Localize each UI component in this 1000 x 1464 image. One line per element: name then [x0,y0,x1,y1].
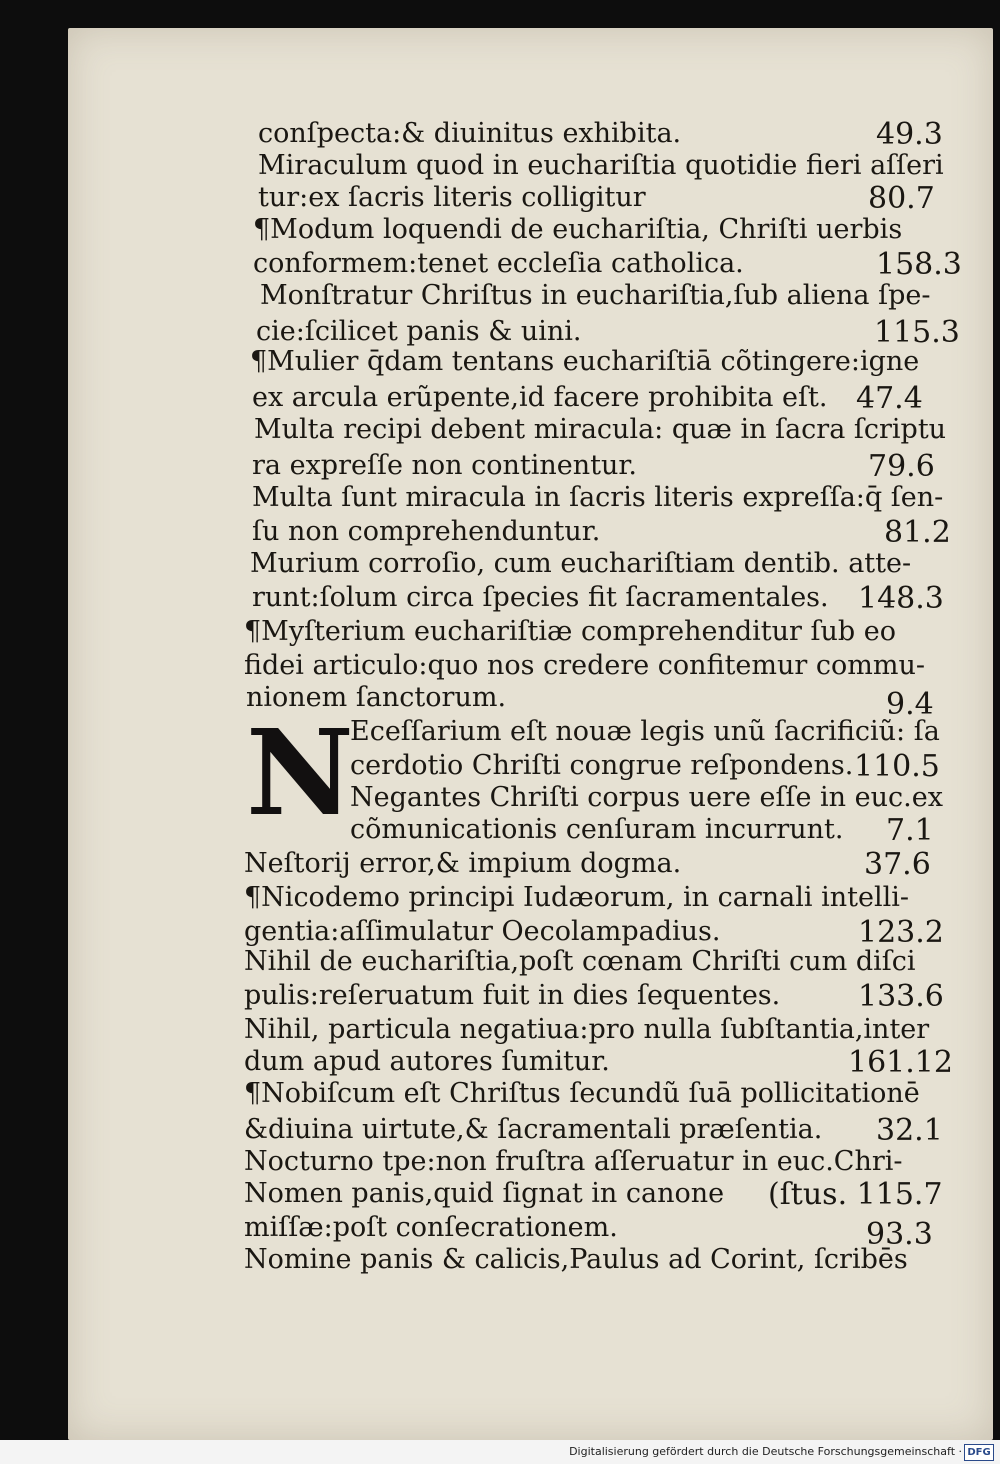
index-entry-text: Murium corroſio, cum euchariſtiam dentib. atte- [250,548,912,579]
dfg-logo: DFG [964,1444,994,1461]
index-entry-text: Miraculum quod in euchariſtia quotidie fieri aſſeri [258,150,944,181]
index-entry-number: 148.3 [858,581,944,616]
index-entry-text: Nomen panis,quid ſignat in canone [244,1178,725,1209]
index-entry-text: cerdotio Chriſti congrue reſpondens. [350,750,854,781]
index-entry-text: Monſtratur Chriſtus in euchariſtia,ſub aliena ſpe- [260,280,931,311]
index-entry-text: conformem:tenet eccleſia catholica. [253,248,744,279]
index-entry-number: 37.6 [864,847,931,882]
index-entry-text: Nocturno tpe:non fruſtra aſſeruatur in euc.Chri- [244,1146,903,1177]
index-entry-text: conſpecta:& diuinitus exhibita. [258,118,682,149]
index-entry-text: Multa recipi debent miracula: quæ in ſacra ſcriptu [254,414,947,445]
index-entry-number: 7.1 [886,813,934,848]
book-page [68,28,993,1440]
index-entry-number: 93.3 [866,1217,933,1252]
index-entry-number: 133.6 [858,979,944,1014]
index-entry-text: Neſtorij error,& impium dogma. [244,848,682,879]
index-entry-text: ¶Nobiſcum eſt Chriſtus ſecundũ ſuā pollicitationē [244,1078,920,1109]
index-entry-text: miſſæ:poſt conſecrationem. [244,1212,618,1243]
index-entry-text: &diuina uirtute,& ſacramentali præſentia. [244,1114,823,1145]
index-entry-text: ex arcula erũpente,id facere prohibita eſt. [252,382,828,413]
index-entry-number: 123.2 [858,915,944,950]
index-entry-text: Nomine panis & calicis,Paulus ad Corint, ſcribēs [244,1244,908,1275]
index-entry-number: 158.3 [876,247,962,282]
index-entry-number: 81.2 [884,515,951,550]
index-entry-number: 161.12 [848,1045,953,1080]
index-entry-number: 47.4 [856,381,923,416]
index-entry-text: Nihil, particula negatiua:pro nulla ſubſtantia,inter [244,1014,930,1045]
footer-bar [0,1440,1000,1464]
index-entry-text: ¶Modum loquendi de euchariſtia, Chriſti uerbis [253,214,903,245]
index-entry-text: tur:ex ſacris literis colligitur [258,182,646,213]
index-entry-number: (ſtus. 115.7 [768,1177,943,1212]
index-entry-text: ra expreſſe non continentur. [252,450,637,481]
index-entry-text: Multa ſunt miracula in ſacris literis expreſſa:q̄ ſen- [252,482,944,513]
index-entry-text: nionem ſanctorum. [246,682,507,713]
index-entry-text: gentia:aſſimulatur Oecolampadius. [244,916,721,947]
index-entry-text: Negantes Chriſti corpus uere eſſe in euc.ex [350,782,943,813]
index-entry-text: Eceſſarium eſt nouæ legis unũ ſacrificiũ: ſa [350,716,940,747]
index-entry-text: cõmunicationis cenſuram incurrunt. [350,814,844,845]
footer-credit: Digitalisierung gefördert durch die Deutsche Forschungsgemeinschaft · [569,1445,962,1458]
drop-initial: N [246,703,354,842]
index-entry-number: 115.3 [874,315,960,350]
index-entry-text: runt:ſolum circa ſpecies fit ſacramentales. [252,582,829,613]
index-entry-text: dum apud autores ſumitur. [244,1046,610,1077]
index-entry-text: ¶Mulier q̄dam tentans euchariſtiā cõtingere:igne [250,346,920,377]
index-entry-number: 79.6 [868,449,935,484]
index-entry-text: pulis:reſeruatum fuit in dies ſequentes. [244,980,781,1011]
index-entry-number: 80.7 [868,181,935,216]
index-entry-text: ſu non comprehenduntur. [252,516,601,547]
index-entry-text: ¶Myſterium euchariſtiæ comprehenditur ſub eo [244,616,897,647]
index-entry-number: 32.1 [876,1113,943,1148]
index-entry-number: 9.4 [886,687,934,722]
index-entry-text: fidei articulo:quo nos credere confitemur commu- [244,650,925,681]
index-text [68,28,993,1440]
index-entry-text: Nihil de euchariſtia,poſt cœnam Chriſti cum diſci [244,946,916,977]
index-entry-text: cie:ſcilicet panis & uini. [256,316,582,347]
index-entry-number: 110.5 [854,749,940,784]
index-entry-text: ¶Nicodemo principi Iudæorum, in carnali intelli- [244,882,909,913]
index-entry-number: 49.3 [876,117,943,152]
